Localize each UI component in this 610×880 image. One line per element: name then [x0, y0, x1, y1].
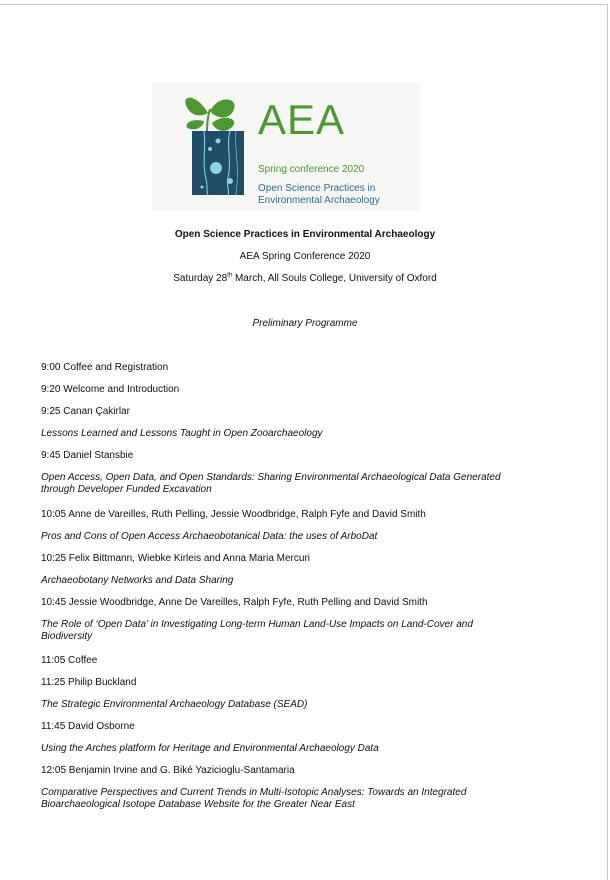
- session-title: The Strategic Environmental Archaeology Database (SEAD): [41, 699, 308, 710]
- schedule-entry: 10:45 Jessie Woodbridge, Anne De Vareilles, Ralph Fyfe, Ruth Pelling and David Smith: [41, 597, 428, 608]
- date-day: Saturday 28: [173, 273, 228, 284]
- schedule-entry: 10:25 Felix Bittmann, Wiebke Kirleis and Anna Maria Mercuri: [41, 553, 311, 564]
- event-date-venue: [0, 273, 610, 284]
- session-title: The Role of ‘Open Data’ in Investigating Long-term Human Land-Use Impacts on Land-Cover and Biodiversity: [41, 619, 473, 642]
- plant-sprout-icon: [152, 83, 262, 211]
- date-ordinal: th: [227, 272, 233, 279]
- aea-logo: [152, 83, 420, 211]
- programme-heading: Preliminary Programme: [252, 318, 358, 329]
- schedule-entry: 11:05 Coffee: [41, 655, 98, 666]
- schedule-entry: 11:45 David Osborne: [41, 721, 135, 732]
- schedule-entry: 10:05 Anne de Vareilles, Ruth Pelling, Jessie Woodbridge, Ralph Fyfe and David Smith: [41, 509, 426, 520]
- logo-theme: Open Science Practices in Environmental Archaeology: [258, 183, 380, 206]
- session-title: Lessons Learned and Lessons Taught in Open Zooarchaeology: [41, 428, 323, 439]
- session-title: Archaeobotany Networks and Data Sharing: [41, 575, 234, 586]
- schedule-entry: 9:00 Coffee and Registration: [41, 362, 169, 373]
- schedule-entry: 11:25 Philip Buckland: [41, 677, 137, 688]
- session-title: Using the Arches platform for Heritage and Environmental Archaeology Data: [41, 743, 379, 754]
- document-title: Open Science Practices in Environmental Archaeology: [174, 229, 436, 240]
- date-venue: March, All Souls College, University of Oxford: [232, 273, 437, 284]
- document-subtitle: AEA Spring Conference 2020: [239, 251, 371, 262]
- schedule-entry: 9:25 Canan Çakirlar: [41, 406, 130, 417]
- session-title: Comparative Perspectives and Current Trends in Multi-Isotopic Analyses: Towards an Integrated Bioarchaeological Isotope Database Website for the Greater Near East: [41, 787, 467, 810]
- session-title: Pros and Cons of Open Access Archaeobotanical Data: the uses of ArboDat: [41, 531, 378, 542]
- session-title: Open Access, Open Data, and Open Standards: Sharing Environmental Archaeological Data Generated through Developer Funded Excavation: [41, 472, 501, 495]
- schedule-entry: 9:20 Welcome and Introduction: [41, 384, 180, 395]
- logo-conference-label: Spring conference 2020: [258, 164, 365, 175]
- logo-acronym: AEA: [258, 96, 346, 143]
- schedule-entry: 12:05 Benjamin Irvine and G. Biké Yazicioglu-Santamaria: [41, 765, 295, 776]
- schedule-entry: 9:45 Daniel Stansbie: [41, 450, 134, 461]
